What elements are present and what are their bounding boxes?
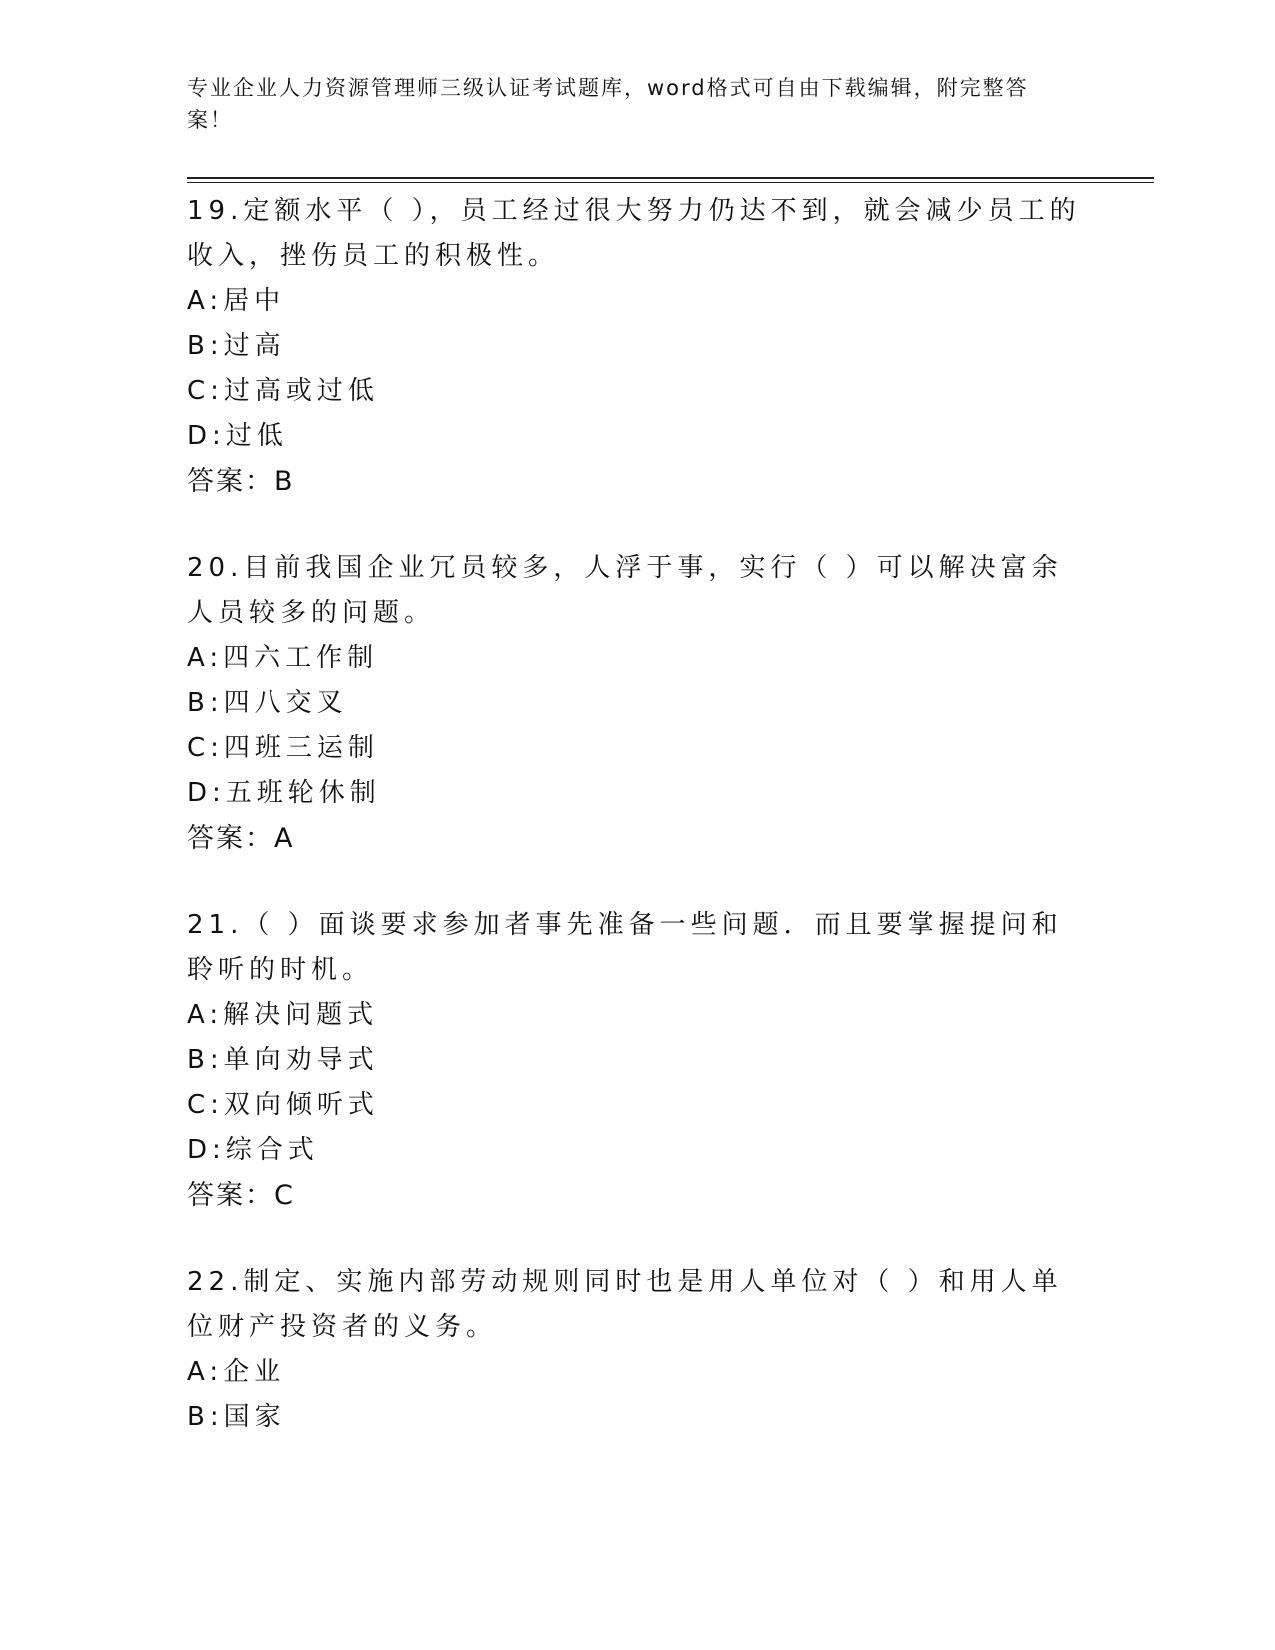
- option-label: B:: [187, 1045, 224, 1075]
- option-label: C:: [187, 376, 224, 406]
- option-text: 过低: [225, 421, 288, 451]
- option-label: D:: [187, 1135, 226, 1165]
- option-text: 过高: [223, 331, 286, 361]
- option-label: C:: [187, 1090, 224, 1120]
- option-text: 单向劝导式: [223, 1045, 379, 1075]
- option-b: [187, 324, 1087, 369]
- option-text: 五班轮休制: [225, 778, 381, 808]
- question-19: [187, 189, 1087, 504]
- answer: 答案：A: [187, 823, 295, 854]
- question-22: [187, 1260, 1087, 1440]
- question-stem: 21.（ ）面谈要求参加者事先准备一些问题．而且要掌握提问和聆听的时机。: [187, 910, 1063, 985]
- answer: 答案：B: [187, 466, 295, 497]
- option-d: [187, 1128, 1087, 1173]
- option-text: 综合式: [225, 1135, 319, 1165]
- option-text: 居中: [223, 286, 286, 316]
- option-text: 四六工作制: [223, 643, 379, 673]
- option-c: [187, 726, 1087, 771]
- option-label: A:: [187, 643, 224, 673]
- option-b: [187, 1038, 1087, 1083]
- question-stem: 22.制定、实施内部劳动规则同时也是用人单位对（ ）和用人单位财产投资者的义务。: [187, 1267, 1063, 1342]
- question-stem: 19.定额水平（ ），员工经过很大努力仍达不到，就会减少员工的收入，挫伤员工的积极性。: [187, 196, 1081, 271]
- option-label: D:: [187, 421, 226, 451]
- option-label: B:: [187, 688, 224, 718]
- option-label: A:: [187, 1000, 224, 1030]
- option-c: [187, 1083, 1087, 1128]
- option-a: [187, 279, 1087, 324]
- option-text: 国家: [223, 1402, 286, 1432]
- document-header: 专业企业人力资源管理师三级认证考试题库，word格式可自由下载编辑，附完整答案！: [187, 76, 1029, 132]
- header-rule-thin: [187, 182, 1154, 183]
- option-b: [187, 681, 1087, 726]
- option-label: B:: [187, 331, 224, 361]
- option-a: [187, 636, 1087, 681]
- option-text: 解决问题式: [223, 1000, 379, 1030]
- option-label: A:: [187, 1357, 224, 1387]
- option-text: 四八交叉: [223, 688, 348, 718]
- option-text: 过高或过低: [223, 376, 379, 406]
- option-label: B:: [187, 1402, 224, 1432]
- option-d: [187, 771, 1087, 816]
- option-text: 四班三运制: [223, 733, 379, 763]
- option-label: C:: [187, 733, 224, 763]
- option-text: 企业: [223, 1357, 286, 1387]
- option-c: [187, 369, 1087, 414]
- header-rule-thick: [187, 177, 1154, 179]
- option-b: [187, 1395, 1087, 1440]
- answer: 答案：C: [187, 1180, 295, 1211]
- question-list: [187, 189, 1087, 1482]
- option-a: [187, 1350, 1087, 1395]
- question-20: [187, 546, 1087, 861]
- option-text: 双向倾听式: [223, 1090, 379, 1120]
- option-label: D:: [187, 778, 226, 808]
- option-d: [187, 414, 1087, 459]
- question-stem: 20.目前我国企业冗员较多，人浮于事，实行（ ）可以解决富余人员较多的问题。: [187, 553, 1063, 628]
- option-a: [187, 993, 1087, 1038]
- option-label: A:: [187, 286, 224, 316]
- question-21: [187, 903, 1087, 1218]
